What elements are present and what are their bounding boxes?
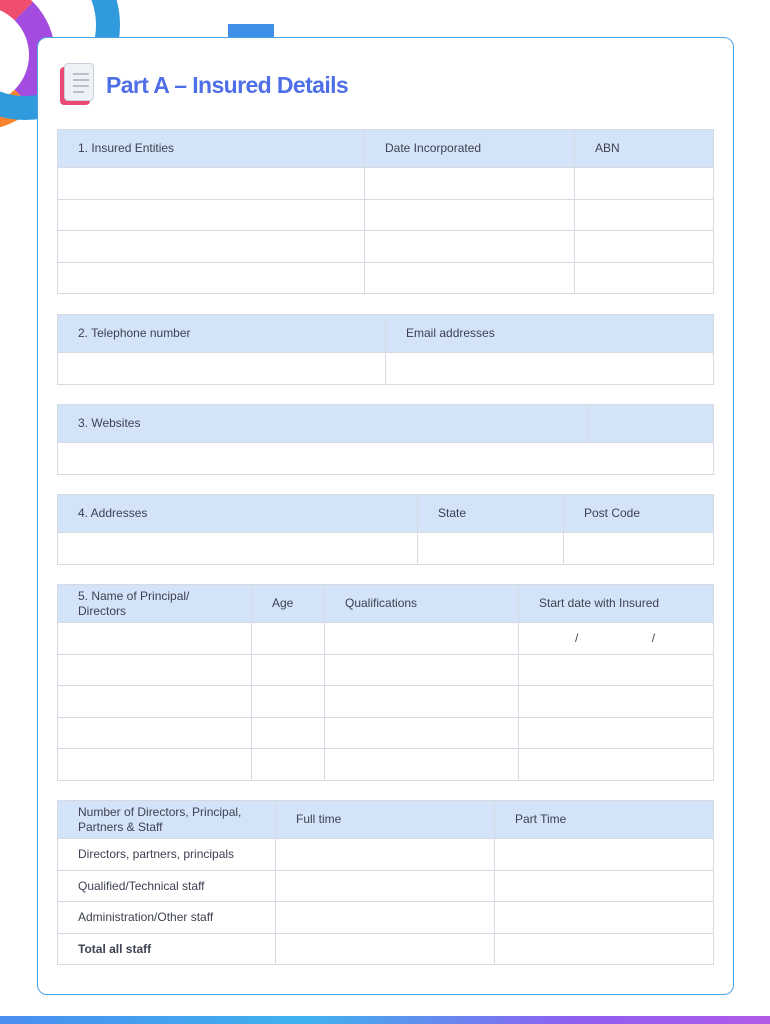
- start-date-field[interactable]: [519, 623, 714, 655]
- entity-name-field[interactable]: [58, 231, 365, 263]
- column-header-age: Age: [252, 585, 325, 623]
- date-incorporated-field[interactable]: [365, 231, 575, 263]
- table-row: [58, 199, 714, 231]
- row-label-technical-staff: Qualified/Technical staff: [58, 870, 276, 902]
- part-time-total-field[interactable]: [495, 933, 714, 965]
- column-header-qualifications: Qualifications: [325, 585, 519, 623]
- start-date-field[interactable]: [519, 749, 714, 781]
- table-row: [58, 686, 714, 718]
- table-row: [58, 231, 714, 263]
- table-row: [58, 870, 714, 902]
- document-icon: [60, 63, 98, 107]
- principal-name-field[interactable]: [58, 749, 252, 781]
- table-row: [58, 654, 714, 686]
- principal-name-field[interactable]: [58, 623, 252, 655]
- age-field[interactable]: [252, 686, 325, 718]
- part-time-field[interactable]: [495, 839, 714, 871]
- websites-table: [57, 404, 714, 475]
- full-time-field[interactable]: [276, 870, 495, 902]
- table-row: [58, 933, 714, 965]
- start-date-field[interactable]: [519, 654, 714, 686]
- full-time-field[interactable]: [276, 839, 495, 871]
- row-label-admin-staff: Administration/Other staff: [58, 902, 276, 934]
- qualifications-field[interactable]: [325, 717, 519, 749]
- table-row: [58, 533, 714, 565]
- principals-table: [57, 584, 714, 781]
- column-header-staff-category: Number of Directors, Principal, Partners & Staff: [58, 801, 276, 839]
- column-header-part-time: Part Time: [495, 801, 714, 839]
- qualifications-field[interactable]: [325, 686, 519, 718]
- principal-name-field[interactable]: [58, 654, 252, 686]
- start-date-field[interactable]: [519, 686, 714, 718]
- qualifications-field[interactable]: [325, 623, 519, 655]
- address-field[interactable]: [58, 533, 418, 565]
- table-row: [58, 749, 714, 781]
- column-header-state: State: [418, 495, 564, 533]
- abn-field[interactable]: [575, 199, 714, 231]
- date-incorporated-field[interactable]: [365, 168, 575, 200]
- column-header-addresses: 4. Addresses: [58, 495, 418, 533]
- column-header-abn: ABN: [575, 130, 714, 168]
- bottom-gradient-bar: [0, 1016, 770, 1024]
- entity-name-field[interactable]: [58, 168, 365, 200]
- contact-table: [57, 314, 714, 385]
- table-row: [58, 839, 714, 871]
- start-date-field[interactable]: [519, 717, 714, 749]
- column-header-date-incorporated: Date Incorporated: [365, 130, 575, 168]
- abn-field[interactable]: [575, 231, 714, 263]
- post-code-field[interactable]: [564, 533, 714, 565]
- date-incorporated-field[interactable]: [365, 199, 575, 231]
- row-label-directors: Directors, partners, principals: [58, 839, 276, 871]
- age-field[interactable]: [252, 749, 325, 781]
- column-header-email: Email addresses: [386, 315, 714, 353]
- full-time-total-field[interactable]: [276, 933, 495, 965]
- table-row: [58, 902, 714, 934]
- decorative-tab: [228, 24, 274, 38]
- insured-entities-table: [57, 129, 714, 294]
- state-field[interactable]: [418, 533, 564, 565]
- age-field[interactable]: [252, 717, 325, 749]
- principal-name-field[interactable]: [58, 686, 252, 718]
- column-header-principal-name: 5. Name of Principal/ Directors: [58, 585, 252, 623]
- column-header-start-date: Start date with Insured: [519, 585, 714, 623]
- qualifications-field[interactable]: [325, 749, 519, 781]
- full-time-field[interactable]: [276, 902, 495, 934]
- principal-name-field[interactable]: [58, 717, 252, 749]
- form-header: [60, 60, 348, 110]
- column-header-telephone: 2. Telephone number: [58, 315, 386, 353]
- qualifications-field[interactable]: [325, 654, 519, 686]
- age-field[interactable]: [252, 623, 325, 655]
- table-row: [58, 168, 714, 200]
- part-time-field[interactable]: [495, 902, 714, 934]
- abn-field[interactable]: [575, 168, 714, 200]
- date-separator: /: [651, 631, 656, 646]
- abn-field[interactable]: [575, 262, 714, 294]
- date-incorporated-field[interactable]: [365, 262, 575, 294]
- websites-field[interactable]: [58, 443, 714, 475]
- column-header-post-code: Post Code: [564, 495, 714, 533]
- table-row: [58, 443, 714, 475]
- column-header-insured-entities: 1. Insured Entities: [58, 130, 365, 168]
- page-title: Part A – Insured Details: [106, 71, 349, 98]
- age-field[interactable]: [252, 654, 325, 686]
- column-header-full-time: Full time: [276, 801, 495, 839]
- table-row: [58, 717, 714, 749]
- table-row: [58, 262, 714, 294]
- column-header-blank: [589, 405, 714, 443]
- telephone-field[interactable]: [58, 353, 386, 385]
- column-header-websites: 3. Websites: [58, 405, 589, 443]
- table-row: [58, 353, 714, 385]
- table-row: [58, 623, 714, 655]
- staff-count-table: [57, 800, 714, 965]
- email-field[interactable]: [386, 353, 714, 385]
- addresses-table: [57, 494, 714, 565]
- entity-name-field[interactable]: [58, 262, 365, 294]
- date-separator: /: [575, 631, 579, 646]
- part-time-field[interactable]: [495, 870, 714, 902]
- entity-name-field[interactable]: [58, 199, 365, 231]
- row-label-total-staff: Total all staff: [58, 933, 276, 965]
